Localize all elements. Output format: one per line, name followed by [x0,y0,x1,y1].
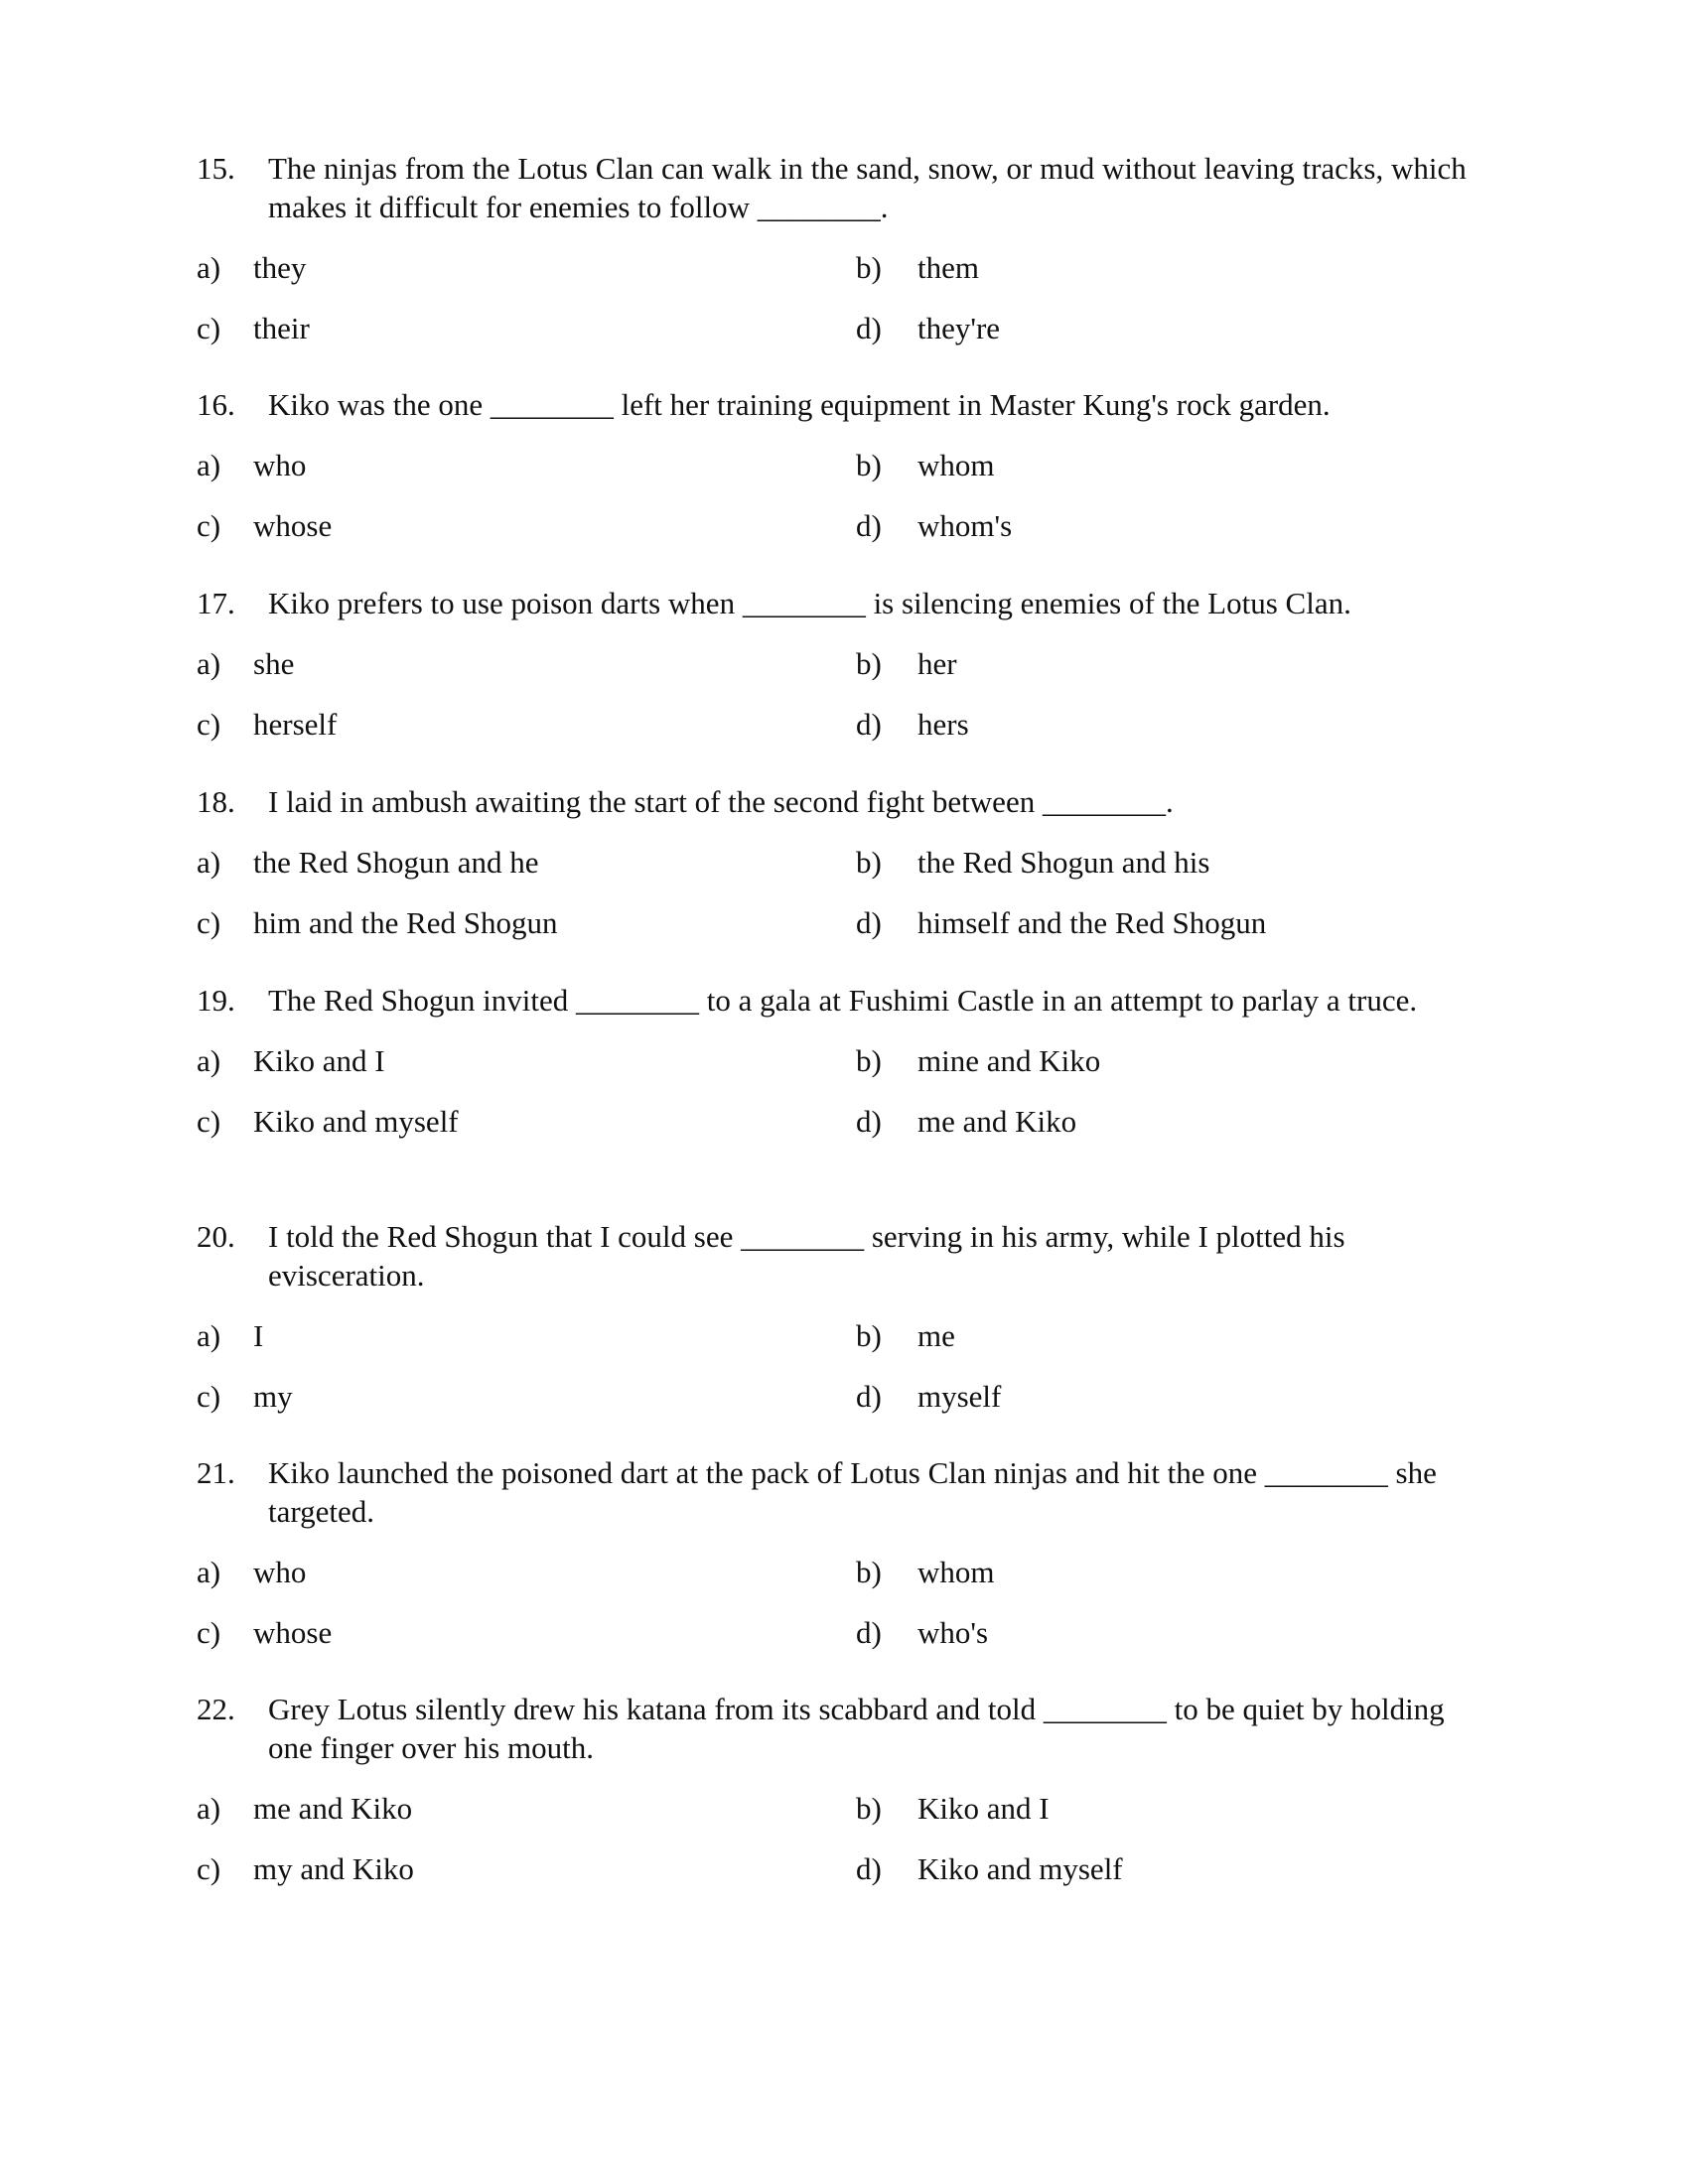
option-text: the Red Shogun and his [917,845,1210,880]
option-text: Kiko and I [917,1791,1050,1826]
answer-options [197,644,1477,748]
option-b[interactable] [856,446,995,484]
option-letter: b) [856,250,882,285]
option-text: who [253,1555,307,1589]
option-a[interactable] [197,1789,412,1828]
question-17 [197,584,1477,748]
option-text: they [253,250,307,285]
option-text: me and Kiko [253,1791,413,1826]
question-text: Grey Lotus silently drew his katana from its scabbard and told ________ to be quiet by holding one finger over his mouth. [268,1692,1453,1765]
answer-options [197,1316,1477,1420]
option-letter: d) [856,508,882,543]
option-text: himself and the Red Shogun [917,905,1267,940]
question-text: Kiko launched the poisoned dart at the pack of Lotus Clan ninjas and hit the one ________ she targeted. [268,1455,1445,1529]
option-letter: c) [197,508,221,543]
option-text: my [253,1379,293,1414]
answer-options [197,843,1477,946]
option-letter: a) [197,1791,221,1826]
option-letter: a) [197,1555,221,1589]
question-number: 21. [197,1455,235,1490]
option-letter: a) [197,448,221,482]
question-19 [197,981,1477,1145]
option-c[interactable] [197,309,310,347]
option-c[interactable] [197,1377,293,1416]
question-number: 18. [197,784,235,819]
question-stem [197,385,1477,424]
option-a[interactable] [197,1553,306,1591]
option-letter: d) [856,707,882,742]
option-a[interactable] [197,1316,263,1355]
option-letter: d) [856,1104,882,1139]
question-stem [197,584,1477,622]
option-a[interactable] [197,644,294,683]
option-letter: b) [856,1043,882,1078]
question-stem [197,1690,1477,1767]
option-text: Kiko and I [253,1043,385,1078]
answer-options [197,1553,1477,1656]
option-letter: c) [197,1615,221,1650]
option-text: she [253,646,295,681]
option-text: mine and Kiko [917,1043,1101,1078]
option-letter: b) [856,1318,882,1353]
option-a[interactable] [197,248,306,287]
question-stem [197,1217,1477,1295]
option-letter: b) [856,448,882,482]
option-letter: c) [197,707,221,742]
option-letter: b) [856,1791,882,1826]
option-b[interactable] [856,1553,995,1591]
question-stem [197,149,1477,226]
option-letter: c) [197,1104,221,1139]
question-15 [197,149,1477,351]
option-letter: c) [197,1379,221,1414]
option-letter: a) [197,646,221,681]
option-b[interactable] [856,1789,1050,1828]
option-c[interactable] [197,1849,414,1888]
option-d[interactable] [856,1613,988,1652]
option-text: I [253,1318,264,1353]
question-18 [197,782,1477,946]
option-letter: c) [197,311,221,345]
question-text: I laid in ambush awaiting the start of the second fight between ________. [268,784,1174,819]
option-text: my and Kiko [253,1851,414,1886]
option-text: him and the Red Shogun [253,905,558,940]
option-text: whom [917,448,995,482]
option-letter: c) [197,1851,221,1886]
option-text: hers [917,707,969,742]
option-b[interactable] [856,1041,1100,1080]
option-letter: d) [856,311,882,345]
option-text: who's [917,1615,989,1650]
option-b[interactable] [856,1316,955,1355]
question-number: 22. [197,1692,235,1726]
question-stem [197,782,1477,821]
question-stem [197,1453,1477,1531]
option-letter: d) [856,1379,882,1414]
option-d[interactable] [856,1377,1001,1416]
option-text: whose [253,1615,333,1650]
question-number: 16. [197,387,235,422]
option-letter: d) [856,905,882,940]
question-text: The Red Shogun invited ________ to a gala at Fushimi Castle in an attempt to parlay a truce. [268,983,1418,1018]
option-text: Kiko and myself [917,1851,1123,1886]
option-letter: b) [856,646,882,681]
question-stem [197,981,1477,1020]
option-text: they're [917,311,1001,345]
option-letter: d) [856,1851,882,1886]
option-c[interactable] [197,705,337,744]
option-text: Kiko and myself [253,1104,459,1139]
option-b[interactable] [856,843,1210,882]
option-letter: a) [197,1043,221,1078]
option-a[interactable] [197,1041,385,1080]
option-d[interactable] [856,309,1000,347]
option-letter: d) [856,1615,882,1650]
option-letter: a) [197,1318,221,1353]
question-number: 15. [197,151,235,186]
option-letter: b) [856,1555,882,1589]
option-text: their [253,311,310,345]
option-letter: a) [197,250,221,285]
option-text: whom's [917,508,1013,543]
option-c[interactable] [197,903,558,942]
option-d[interactable] [856,1849,1123,1888]
question-text: Kiko was the one ________ left her training equipment in Master Kung's rock garden. [268,387,1331,422]
question-22 [197,1690,1477,1892]
question-21 [197,1453,1477,1656]
question-20 [197,1217,1477,1420]
option-text: me and Kiko [917,1104,1077,1139]
answer-options [197,1789,1477,1892]
option-text: whom [917,1555,995,1589]
option-text: myself [917,1379,1002,1414]
option-letter: b) [856,845,882,880]
question-text: The ninjas from the Lotus Clan can walk in the sand, snow, or mud without leaving tracks, which makes it difficult for enemies to follow ________. [268,151,1475,224]
option-c[interactable] [197,1613,332,1652]
option-d[interactable] [856,1102,1076,1141]
option-text: the Red Shogun and he [253,845,539,880]
answer-options [197,248,1477,351]
question-text: I told the Red Shogun that I could see ________ serving in his army, while I plotted his evisceration. [268,1219,1353,1293]
option-letter: a) [197,845,221,880]
question-number: 17. [197,586,235,620]
option-c[interactable] [197,1102,459,1141]
option-d[interactable] [856,705,969,744]
option-text: her [917,646,957,681]
option-text: whose [253,508,333,543]
question-16 [197,385,1477,549]
option-d[interactable] [856,903,1266,942]
option-text: herself [253,707,338,742]
option-b[interactable] [856,248,979,287]
option-text: me [917,1318,955,1353]
option-b[interactable] [856,644,957,683]
option-d[interactable] [856,506,1012,545]
answer-options [197,1041,1477,1145]
option-letter: c) [197,905,221,940]
option-text: them [917,250,979,285]
question-number: 20. [197,1219,235,1254]
option-text: who [253,448,307,482]
answer-options [197,446,1477,549]
question-number: 19. [197,983,235,1018]
option-a[interactable] [197,446,306,484]
question-text: Kiko prefers to use poison darts when ________ is silencing enemies of the Lotus Clan. [268,586,1351,620]
option-c[interactable] [197,506,332,545]
option-a[interactable] [197,843,539,882]
